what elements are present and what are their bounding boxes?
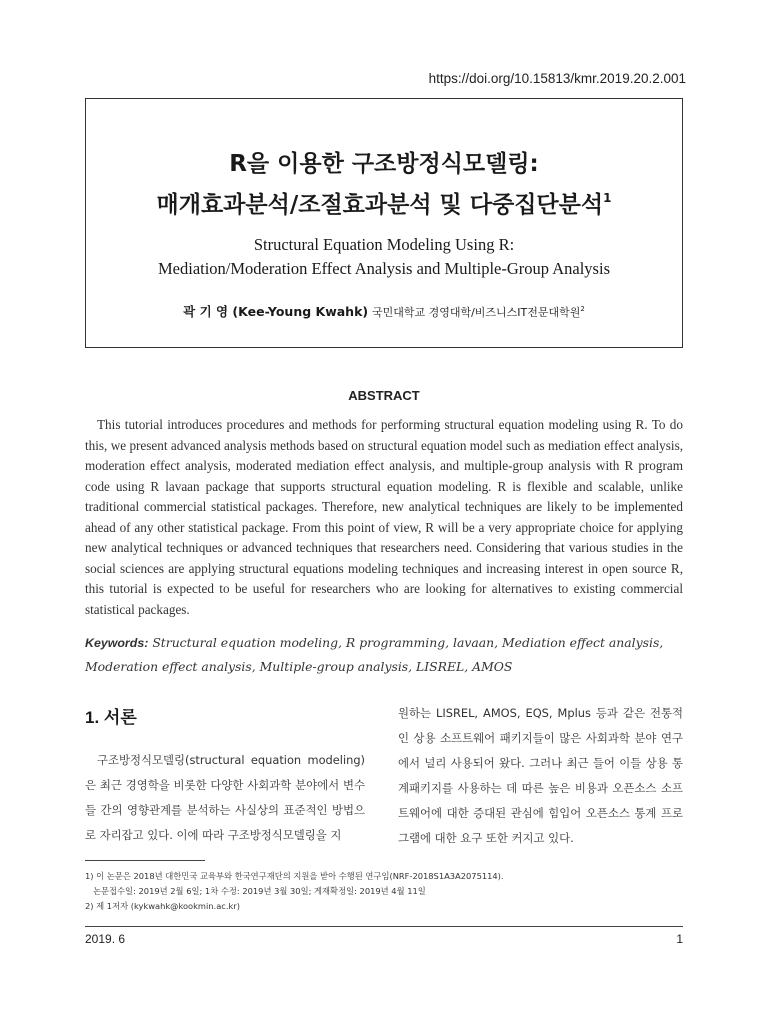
title-footnote-mark: 1	[603, 191, 612, 205]
body-column-left: 구조방정식모델링(structural equation modeling)은 최근 경영학을 비롯한 다양한 사회과학 분야에서 변수들 간의 영향관계를 분석하는 사실상의 표준적인 방법으로 자리잡고 있다. 이에 따라 구조방정식모델링을 지	[85, 753, 365, 842]
doi-link[interactable]: https://doi.org/10.15813/kmr.2019.20.2.001	[428, 71, 686, 86]
footer-divider	[85, 926, 683, 927]
page-number: 1	[676, 932, 683, 946]
korean-title-line1: R을 이용한 구조방정식모델링:	[229, 151, 539, 177]
body-column-right: 원하는 LISREL, AMOS, EQS, Mplus 등과 같은 전통적인 상용 소프트웨어 패키지들이 많은 사회과학 분야 연구에서 널리 사용되어 왔다. 그러나 최근 들어 이들 상용 통계패키지를 사용하는 데 따른 높은 비용과 오픈소스 소프트웨어에 대한 증대된 관심에 힘입어 오픈소스 통계 프로그램에 대한 요구 또한 커지고 있다.	[398, 706, 683, 845]
footnote-1-dates: 논문접수일: 2019년 2월 6일; 1차 수정: 2019년 3월 30일; 게재확정일: 2019년 4월 11일	[93, 886, 426, 896]
korean-title	[86, 147, 682, 222]
author-footnote-mark: 2	[580, 305, 585, 313]
issue-date: 2019. 6	[85, 932, 126, 946]
korean-title-line2: 매개효과분석/조절효과분석 및 다중집단분석$^1$	[156, 191, 612, 218]
footnotes	[85, 869, 685, 914]
keywords-label: Keywords:	[85, 636, 149, 650]
keywords-text: Structural equation modeling, R programming, lavaan, Mediation effect analysis, Moderation effect analysis, Multiple-group analysis, LISREL, AMOS	[85, 635, 664, 674]
footnote-2: 2) 제 1저자 (kykwahk@kookmin.ac.kr)	[85, 901, 240, 911]
keywords	[85, 631, 685, 679]
abstract-heading: ABSTRACT	[348, 388, 420, 403]
author-affiliation: 국민대학교 경영대학/비즈니스IT전문대학원	[371, 306, 581, 319]
english-title-line1: Structural Equation Modeling Using R:	[253, 235, 515, 254]
footnote-divider	[85, 860, 205, 861]
title-box	[85, 98, 683, 348]
abstract-body: This tutorial introduces procedures and methods for performing structural equation modeling using R. To do this, we present advanced analysis methods based on structural equation model such as mediation effect analysis, moderation effect analysis, moderated mediation effect analysis, and multiple-group analysis with R program code using R lavaan package that supports structural equation modeling. R is flexible and scalable, unlike traditional commercial statistical packages. Therefore, new analytical techniques are likely to be implemented ahead of any other statistical package. From this point of view, R will be a very appropriate choice for applying new analytical techniques or advanced techniques that researchers need. Considering that various studies in the social sciences are applying structural equations modeling techniques and increasing interest in open source R, this tutorial is expected to be useful for researchers who are looking for alternatives to existing commercial statistical packages.	[85, 417, 683, 617]
english-title	[86, 233, 682, 281]
author-line	[86, 302, 682, 320]
footnote-1: 1) 이 논문은 2018년 대한민국 교육부와 한국연구재단의 지원을 받아 수행된 연구임(NRF-2018S1A3A2075114).	[85, 871, 504, 881]
author-name: 곽 기 영 (Kee-Young Kwahk)	[183, 304, 369, 319]
english-title-line2: Mediation/Moderation Effect Analysis and Multiple-Group Analysis	[157, 259, 610, 278]
section-heading: 1. 서론	[85, 708, 137, 727]
